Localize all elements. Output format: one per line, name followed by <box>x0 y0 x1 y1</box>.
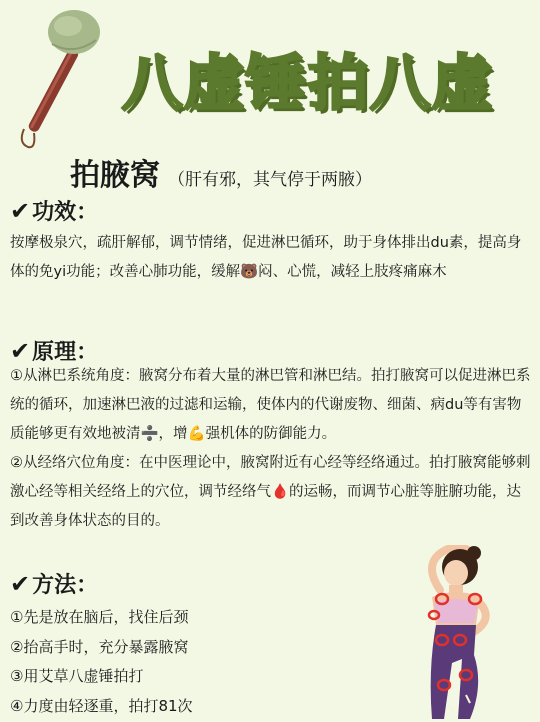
subtitle <box>70 150 372 194</box>
subtitle-note: （肝有邪，其气停于两腋） <box>168 170 372 190</box>
method-heading-row <box>10 568 98 599</box>
principle-text <box>10 362 532 536</box>
method-step: ①先是放在脑后，找住后颈 <box>10 608 189 626</box>
principle-paragraph-1: ①从淋巴系统角度：腋窝分布着大量的淋巴管和淋巴结。拍打腋窝可以促进淋巴系统的循环，加速淋巴液的过滤和运输，使体内的代谢废物、细菌、病du等有害物质能够更有效地被清➗，增💪强机体的防御能力。 <box>10 368 531 442</box>
method-step: ②抬高手时，充分暴露腋窝 <box>10 637 189 656</box>
check-mark-icon: ✔ <box>10 336 31 365</box>
principle-paragraph-2: ②从经络穴位角度：在中医理论中，腋窝附近有心经等经络通过。拍打腋窝能够刺激心经等相关经络上的穴位，调节经络气🩸的运畅，而调节心脏等脏腑功能，达到改善身体状态的目的。 <box>10 455 531 529</box>
effect-paragraph: 按摩极泉穴，疏肝解郁，调节情绪，促进淋巴循环，助于身体排出du素，提高身体的免yi功能；改善心肺功能，缓解🐻闷、心慌，减轻上肢疼痛麻木 <box>10 235 522 280</box>
method-steps <box>10 603 370 721</box>
method-heading: 方法： <box>32 573 99 598</box>
effect-heading-row <box>10 195 98 226</box>
method-step: ④力度由轻逐重，拍打81次 <box>10 696 193 715</box>
page-title: 八虚锤拍八虚 <box>122 49 494 119</box>
method-step: ③用艾草八虚锤拍打 <box>10 667 144 685</box>
stretching-woman-illustration <box>370 545 535 722</box>
effect-text <box>10 229 532 287</box>
subtitle-main: 拍腋窝 <box>70 158 160 193</box>
principle-heading: 原理： <box>32 340 99 365</box>
effect-heading: 功效： <box>32 200 99 225</box>
check-mark-icon: ✔ <box>10 196 31 225</box>
check-mark-icon: ✔ <box>10 569 31 598</box>
